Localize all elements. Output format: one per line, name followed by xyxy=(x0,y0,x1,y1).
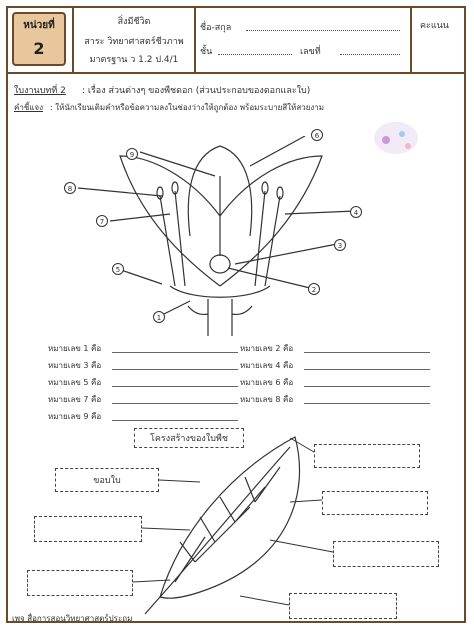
label-row-4-right: หมายเลข 8 คือ xyxy=(240,395,294,404)
footer-credit: เพจ สื่อการสอนวิทยาศาสตร์ประถม xyxy=(12,614,133,623)
label-row-5-left: หมายเลข 9 คือ xyxy=(48,412,102,421)
flower-number-4: 4 xyxy=(350,206,362,218)
label-row-1-right: หมายเลข 2 คือ xyxy=(240,344,294,353)
instruction-text: : ให้นักเรียนเติมคำหรือข้อความลงในช่องว่างให้ถูกต้อง พร้อมระบายสีให้สวยงาม xyxy=(50,103,325,112)
leaf-label-edge: ขอบใบ xyxy=(55,468,159,492)
flower-number-3: 3 xyxy=(334,239,346,251)
flower-number-2: 2 xyxy=(308,283,320,295)
flower-number-5: 5 xyxy=(112,263,124,275)
worksheet-title: ใบงานบทที่ 2 xyxy=(14,86,66,96)
label-row-3-right: หมายเลข 6 คือ xyxy=(240,378,294,387)
worksheet-topic: : เรื่อง ส่วนต่างๆ ของพืชดอก (ส่วนประกอบของดอกและใบ) xyxy=(82,86,311,96)
instruction-label: คำชี้แจง xyxy=(14,103,44,112)
subject-title: สิ่งมีชีวิต xyxy=(117,17,151,27)
leaf-title: โครงสร้างของใบพืช xyxy=(134,428,244,448)
label-row-2-left: หมายเลข 3 คือ xyxy=(48,361,102,370)
label-row-4-left: หมายเลข 7 คือ xyxy=(48,395,102,404)
label-row-3-left: หมายเลข 5 คือ xyxy=(48,378,102,387)
score-label: คะแนน xyxy=(420,21,449,31)
class-label: ชั้น xyxy=(200,47,213,57)
number-label: เลขที่ xyxy=(300,47,321,57)
label-row-1-left: หมายเลข 1 คือ xyxy=(48,344,102,353)
unit-number: 2 xyxy=(33,39,45,58)
flower-number-8: 8 xyxy=(64,182,76,194)
flower-number-6: 6 xyxy=(311,129,323,141)
label-row-2-right: หมายเลข 4 คือ xyxy=(240,361,294,370)
subject-area: สาระ วิทยาศาสตร์ชีวภาพ xyxy=(84,37,184,47)
unit-label: หน่วยที่ xyxy=(23,20,55,31)
name-label: ชื่อ-สกุล xyxy=(200,23,232,33)
flower-number-9: 9 xyxy=(126,148,138,160)
flower-number-1: 1 xyxy=(153,311,165,323)
standard-code: มาตรฐาน ว 1.2 ป.4/1 xyxy=(89,55,179,65)
flower-number-7: 7 xyxy=(96,215,108,227)
